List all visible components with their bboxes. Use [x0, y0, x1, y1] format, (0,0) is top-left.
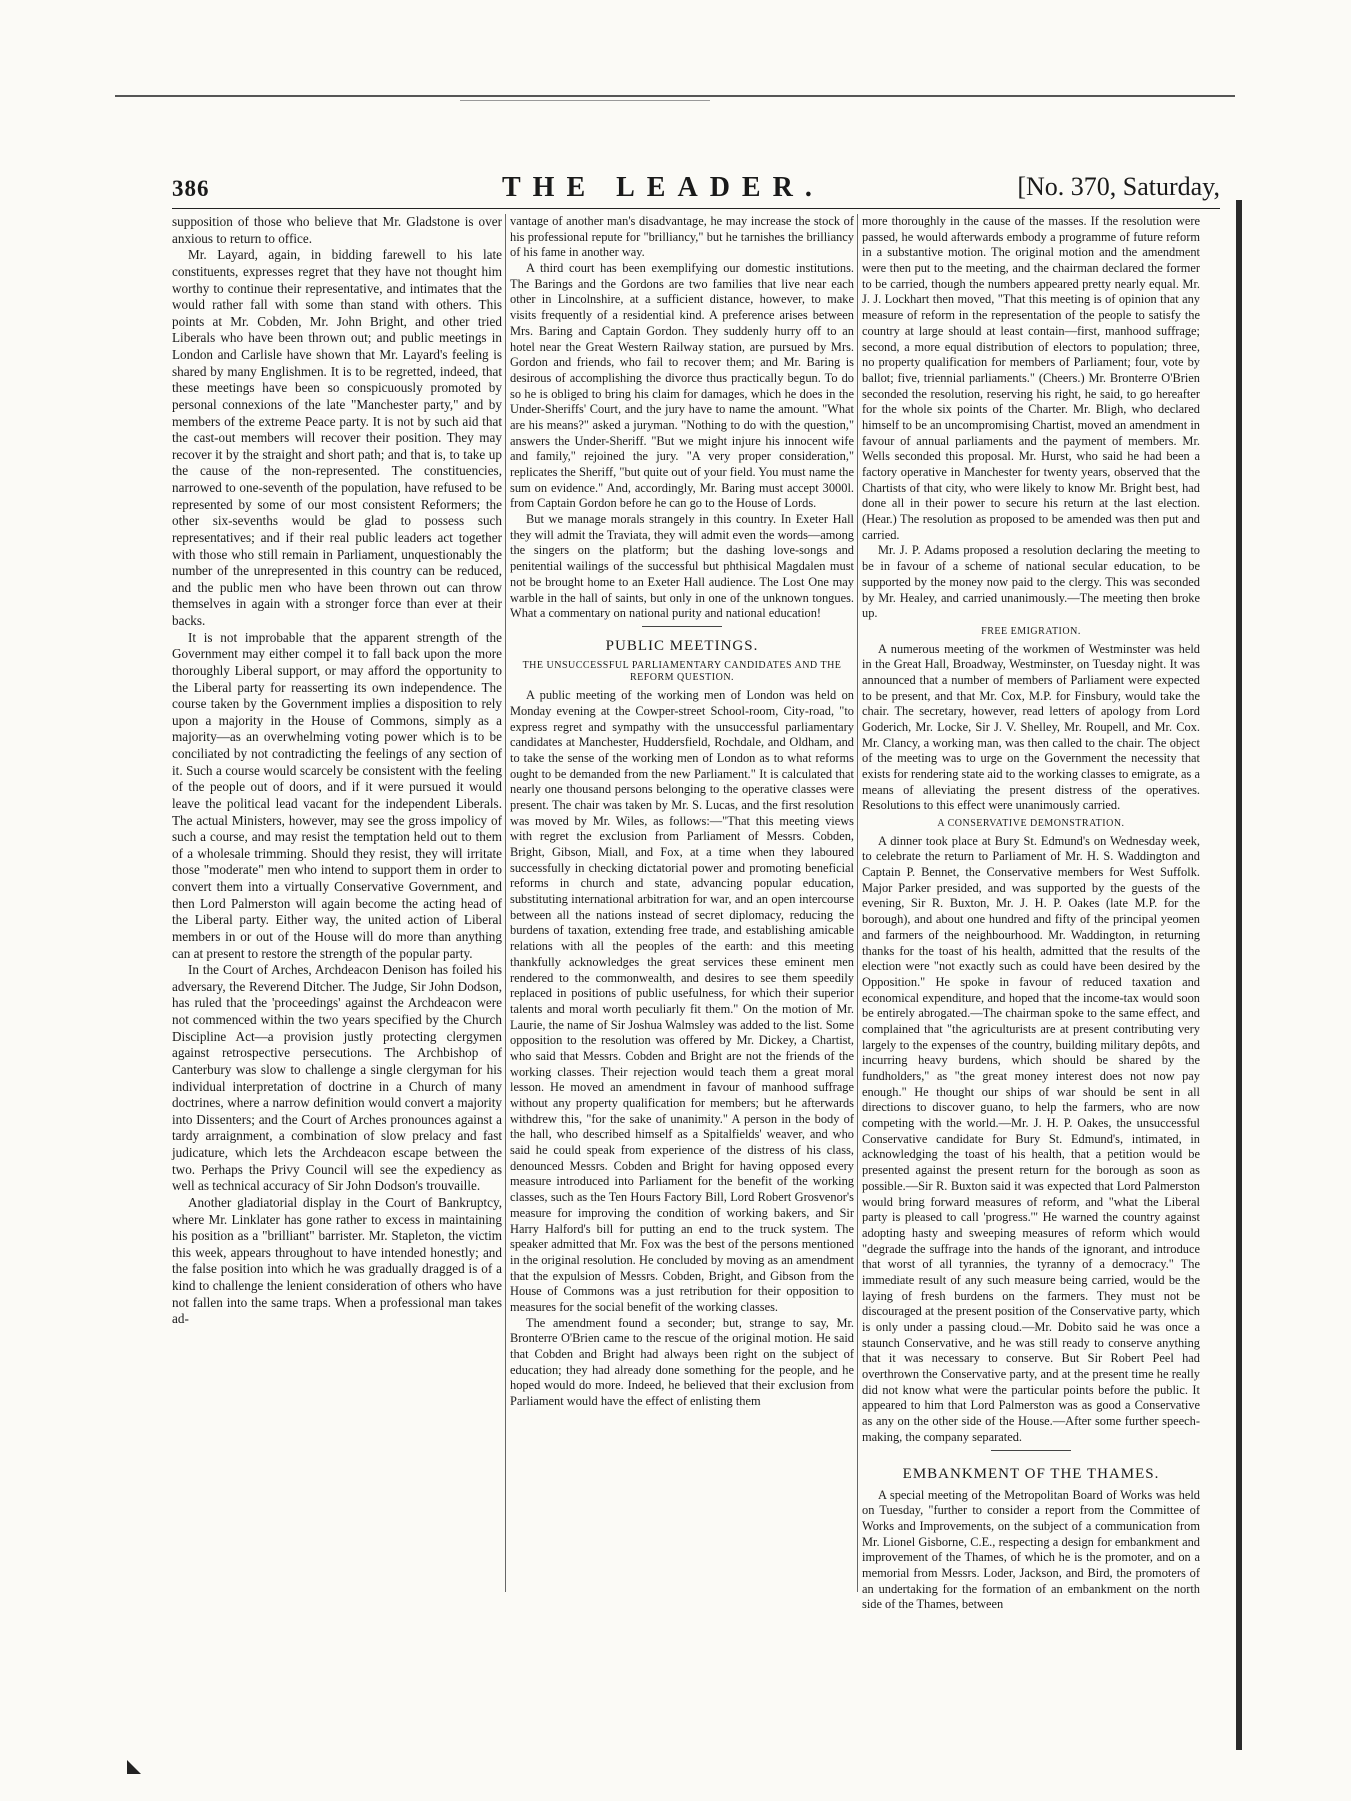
paragraph: A special meeting of the Metropolitan Board of Works was held on Tuesday, "further to consider a report from the Committee of Works and Improvements, on the subject of a communication from Mr. Lionel Gisborne, C.E., respecting a design for embankment and improvement of the Thames, of which he is the promoter, and on a memorial from Messrs. Loder, Jackson, and Bird, the promoters of an undertaking for the formation of an embankment on the north side of the Thames, between: [862, 1487, 1200, 1612]
newspaper-title: THE LEADER.: [502, 172, 824, 203]
column-divider: [857, 214, 858, 1592]
column-1: [172, 214, 502, 1589]
paragraph: In the Court of Arches, Archdeacon Denison has foiled his adversary, the Reverend Ditcher. The Judge, Sir John Dodson, has ruled that the 'proceedings' against the Archdeacon were not commenced within the two years specified by the Church Discipline Act—a provision justly protecting clergymen against retrospective persecutions. The Archbishop of Canterbury was slow to challenge a single clergyman for his individual interpretation of doctrine in a Church of many doctrines, where a narrow definition would convert a majority into Dissenters; and the Court of Arches pronounces against a tardy arraignment, a combination of slow prelacy and fast judicature, which lets the Archdeacon escape between the two. Perhaps the Privy Council will see the expediency as well as technical accuracy of Sir John Dodson's trouvaille.: [172, 962, 502, 1194]
issue-info: [No. 370, Saturday,: [1017, 172, 1220, 201]
column-3: [862, 214, 1200, 1612]
subheading-conservative-demonstration: A CONSERVATIVE DEMONSTRATION.: [937, 818, 1125, 830]
paragraph: Mr. Layard, again, in bidding farewell to his late constituents, expresses regret that they have not thought him worthy to continue their representative, and intimates that the would rather fall with some than stand with others. This points at Mr. Cobden, Mr. John Bright, and other tried Liberals who have been thrown out; and public meetings in London and Carlisle have shown that Mr. Layard's feeling is shared by many Englishmen. It is to be regretted, indeed, that these meetings have been so conspicuously promoted by personal connexions of the late "Manchester party," and by members of the extreme Peace party. It is not by such aid that the cast-out members will recover their position. They may recover it by the straight and short path; and that is, to take up the cause of the non-represented. The constituencies, narrowed to one-seventh of the population, have refused to be represented by some of our most consistent Reformers; the other six-sevenths would be glad to possess such representatives; and if their real public leaders act together with those who still remain in Parliament, unquestionably the number of the unrepresented in this country can be reduced, and the public men who have been thrown out can throw themselves in again with a stronger force than ever at their backs.: [172, 247, 502, 628]
paragraph: A numerous meeting of the workmen of Westminster was held in the Great Hall, Broadway, Westminster, on Tuesday night. It was announced that a number of members of Parliament were expected to be present, and that Mr. Cox, M.P. for Finsbury, would take the chair. The secretary, however, read letters of apology from Lord Goderich, Mr. Locke, Sir J. V. Shelley, Mr. Roupell, and Mr. Cox. Mr. Clancy, a working man, was then called to the chair. The object of the meeting was to urge on the Government the necessity that exists for rendering state aid to the working classes to emigrate, as a means of alleviating the present distress of the operatives. Resolutions to this effect were unanimously carried.: [862, 641, 1200, 813]
section-rule: [991, 1450, 1071, 1451]
column-2: [510, 214, 854, 1590]
paragraph: A dinner took place at Bury St. Edmund's on Wednesday week, to celebrate the return to Parliament of Mr. H. S. Waddington and Captain P. Bennet, the Conservative members for West Suffolk. Major Parker presided, and was supported by the guests of the evening, Sir R. Buxton, Mr. J. H. P. Oakes (late M.P. for the borough), and about one hundred and fifty of the principal yeomen and farmers of the neighbourhood. Mr. Waddington, in returning thanks for the toast of his health, admitted that the results of the election were "not exactly such as could have been desired by the Opposition." He spoke in favour of reduced taxation and economical expenditure, and hoped that the income-tax would soon be entirely abrogated.—The chairman spoke to the same effect, and complained that "the agriculturists are at present contributing very largely to the expenses of the country, building military depôts, and incurring heavy burdens, which should be shared by the fundholders," as "the great money interest does not now pay enough." He thought our ships of war should be sent in all directions to discover guano, to help the farmers, who are now competing with the world.—Mr. J. H. P. Oakes, the unsuccessful Conservative candidate for Bury St. Edmund's, intimated, in acknowledging the toast of his health, that a petition would be presented against the present return for the borough as soon as possible.—Sir R. Buxton said it was expected that Lord Palmerston would bring forward measures of reform, and "what the Liberal party is pleased to call 'progress.'" He warned the country against adopting hasty and sweeping measures of reform which would "degrade the suffrage into the hands of the ignorant, and introduce that worst of all tyrannies, the tyranny of a democracy." The immediate result of any such measure being carried, would be the laying of fresh burdens on the farmers. They must not be discouraged at the present position of the Conservative party, which is only under a passing cloud.—Mr. Dobito said he was once a staunch Conservative, and he was still ready to conserve anything that it was necessary to conserve. But Sir Robert Peel had overthrown the Conservative party, and at the present time he really did not know what were the particular points before the public. It appeared to him that Lord Palmerston was as good a Conservative as any on the other side of the House.—After some further speech-making, the company separated.: [862, 833, 1200, 1444]
paragraph: A third court has been exemplifying our domestic institutions. The Barings and the Gordons are two families that live near each other in Lincolnshire, at a sufficient distance, however, to make visits frequently of a residential kind. A preference arises between Mrs. Baring and Captain Gordon. They suddenly hurry off to an hotel near the Great Western Railway station, are pursued by Mrs. Gordon and friends, who fail to recover them; and Mr. Baring is desirous of accomplishing the divorce thus practically begun. To do so he is obliged to bring his claim for damages, which he does in the Under-Sheriffs' Court, and the jury have to name the amount. "What are his means?" asked a juryman. "Nothing to do with the question," answers the Under-Sheriff. "But we might injure his innocent wife and family," rejoined the jury. "A very proper consideration," replicates the Sheriff, "but quite out of your field. You must name the sum on evidence." And, accordingly, Mr. Baring must accept 3000l. from Captain Gordon before he can go to the House of Lords.: [510, 261, 854, 511]
paragraph: Another gladiatorial display in the Court of Bankruptcy, where Mr. Linklater has gone rather to excess in maintaining his position as a "brilliant" barrister. Mr. Stapleton, the victim this week, appears throughout to have intended honestly; and the false position into which he was gradually dragged is of a kind to challenge the lenient consideration of others who have not fallen into the same traps. When a professional man takes ad-: [172, 1194, 502, 1327]
paragraph: But we manage morals strangely in this country. In Exeter Hall they will admit the Traviata, they will admit even the words—among the singers on the platform; but the dashing love-songs and penitential wailings of the successful but phthisical Magdalen must not be brought home to an Exeter Hall audience. The Lost One may warble in the hall of saints, but only in one of the unknown tongues. What a commentary on national purity and national education!: [510, 512, 854, 621]
section-heading-thames: EMBANKMENT OF THE THAMES.: [902, 1465, 1160, 1482]
header-rule: [172, 208, 1220, 209]
subheading: THE UNSUCCESSFUL PARLIAMENTARY CANDIDATES AND THE REFORM QUESTION.: [522, 659, 842, 684]
paragraph: It is not improbable that the apparent strength of the Government may either compel it to fall back upon the more thoroughly Liberal support, or may afford the opportunity to the Liberal party for reasserting its own independence. The course taken by the Government implies a disposition to rely upon a majority in the House of Commons, simply as a majority—as an overwhelming voting power which is to be conciliated by not contradicting the feelings of any section of it. Such a course would scarcely be consistent with the feeling of the people out of doors, and if it were pursued it would leave the political lead vacant for the independent Liberals. The actual Ministers, however, may see the gross impolicy of such a course, and may resist the temptation held out to them of a wholesale trimming. Should they resist, they will irritate those "moderate" men who intend to support them in order to convert them into a virtually Conservative Government, and then Lord Palmerston will again become the acting head of the Liberal party. Either way, the united action of Liberal members in or out of the House will do more than anything can at present to restore the strength of the popular party.: [172, 629, 502, 961]
paragraph: more thoroughly in the cause of the masses. If the resolution were passed, he would afterwards embody a programme of future reform in a substantive motion. The original motion and the amendment were then put to the meeting, and the chairman declared the former to be carried, though the numbers appeared pretty nearly equal. Mr. J. J. Lockhart then moved, "That this meeting is of opinion that any measure of reform in the representation of the people to satisfy the country at large should at least contain—first, manhood suffrage; second, a more equal distribution of electors to population; three, no property qualification for members of Parliament; four, vote by ballot; five, triennial parliaments." (Cheers.) Mr. Bronterre O'Brien seconded the resolution, reserving his right, he said, to go hereafter for the whole six points of the Charter. Mr. Bligh, who declared himself to be an uncompromising Chartist, moved an amendment in favour of annual parliaments and the payment of members. Mr. Wells seconded this proposal. Mr. Hurst, who said he had been a factory operative in Manchester for twenty years, observed that the Chartists of that city, who were likely to know Mr. Bright best, had done all in their power to secure his return at the last election. (Hear.) The resolution as proposed to be amended was then put and carried.: [862, 214, 1200, 542]
paragraph: supposition of those who believe that Mr. Gladstone is over anxious to return to office.: [172, 214, 502, 246]
top-rule: [115, 95, 1235, 97]
masthead: [172, 172, 1220, 212]
paragraph: vantage of another man's disadvantage, he may increase the stock of his professional repute for "brilliancy," but he tarnishes the brilliancy of his fame in another way.: [510, 214, 854, 260]
paragraph: The amendment found a seconder; but, strange to say, Mr. Bronterre O'Brien came to the rescue of the original motion. He said that Cobden and Bright had always been right on the subject of education; they had already done something for the people, and he hoped would do more. Indeed, he believed that their exclusion from Parliament would have the effect of enlisting them: [510, 1315, 854, 1409]
corner-mark: [127, 1760, 141, 1774]
subheading-free-emigration: FREE EMIGRATION.: [981, 625, 1081, 637]
binding-edge: [1236, 200, 1242, 1750]
page-number: 386: [172, 176, 210, 201]
paragraph: A public meeting of the working men of London was held on Monday evening at the Cowper-street School-room, City-road, "to express regret and sympathy with the unsuccessful parliamentary candidates at Manchester, Huddersfield, Rochdale, and Oldham, and to take the sense of the working men of London as to what reforms ought to be demanded from the new Parliament." It is calculated that nearly one thousand persons belonging to the operative classes were present. The chair was taken by Mr. S. Lucas, and the first resolution was moved by Mr. Wiles, as follows:—"That this meeting views with regret the exclusion from Parliament of Messrs. Cobden, Bright, Gibson, Miall, and Fox, at a time when they laboured successfully in checking dictatorial power and promoting beneficial reforms in church and state, advancing popular education, substituting international arbitration for war, and an open intercourse between all the nations instead of secret diplomacy, reducing the burdens of taxation, extending free trade, and establishing amicable relations with all the peoples of the earth: and this meeting thankfully acknowledges the great services these eminent men rendered to the commonwealth, and desires to see them speedily replaced in positions of public usefulness, for which their superior talents and moral worth peculiarly fit them." On the motion of Mr. Laurie, the name of Sir Joshua Walmsley was added to the list. Some opposition to the resolution was offered by Mr. Dickey, a Chartist, who said that Messrs. Cobden and Bright are not the friends of the working classes. Their rejection would teach them a great moral lesson. He moved an amendment in favour of manhood suffrage without any property qualification for members; but he afterwards withdrew this, "for the sake of unanimity." A person in the body of the hall, who described himself as a Spitalfields' weaver, and who said he could speak from experience of the distress of his class, denounced Messrs. Cobden and Bright for having opposed every measure introduced into Parliament for the benefit of the working classes, such as the Ten Hours Factory Bill, Lord Robert Grosvenor's measure for improving the condition of working bakers, and Sir Harry Halford's bill for putting an end to the truck system. The speaker admitted that Mr. Fox was the best of the persons mentioned in the original resolution. He concluded by moving as an amendment that the expulsion of Messrs. Cobden, Bright, and Gibson from the House of Commons was a just retribution for their opposition to measures for the social benefit of the working classes.: [510, 688, 854, 1314]
paragraph: Mr. J. P. Adams proposed a resolution declaring the meeting to be in favour of a scheme of national secular education, to be supported by the money now paid to the clergy. This was seconded by Mr. Healey, and carried unanimously.—The meeting then broke up.: [862, 543, 1200, 621]
column-divider: [505, 214, 506, 1592]
top-rule-secondary: [460, 100, 710, 101]
section-rule: [642, 626, 722, 627]
section-heading-public-meetings: PUBLIC MEETINGS.: [605, 637, 759, 654]
